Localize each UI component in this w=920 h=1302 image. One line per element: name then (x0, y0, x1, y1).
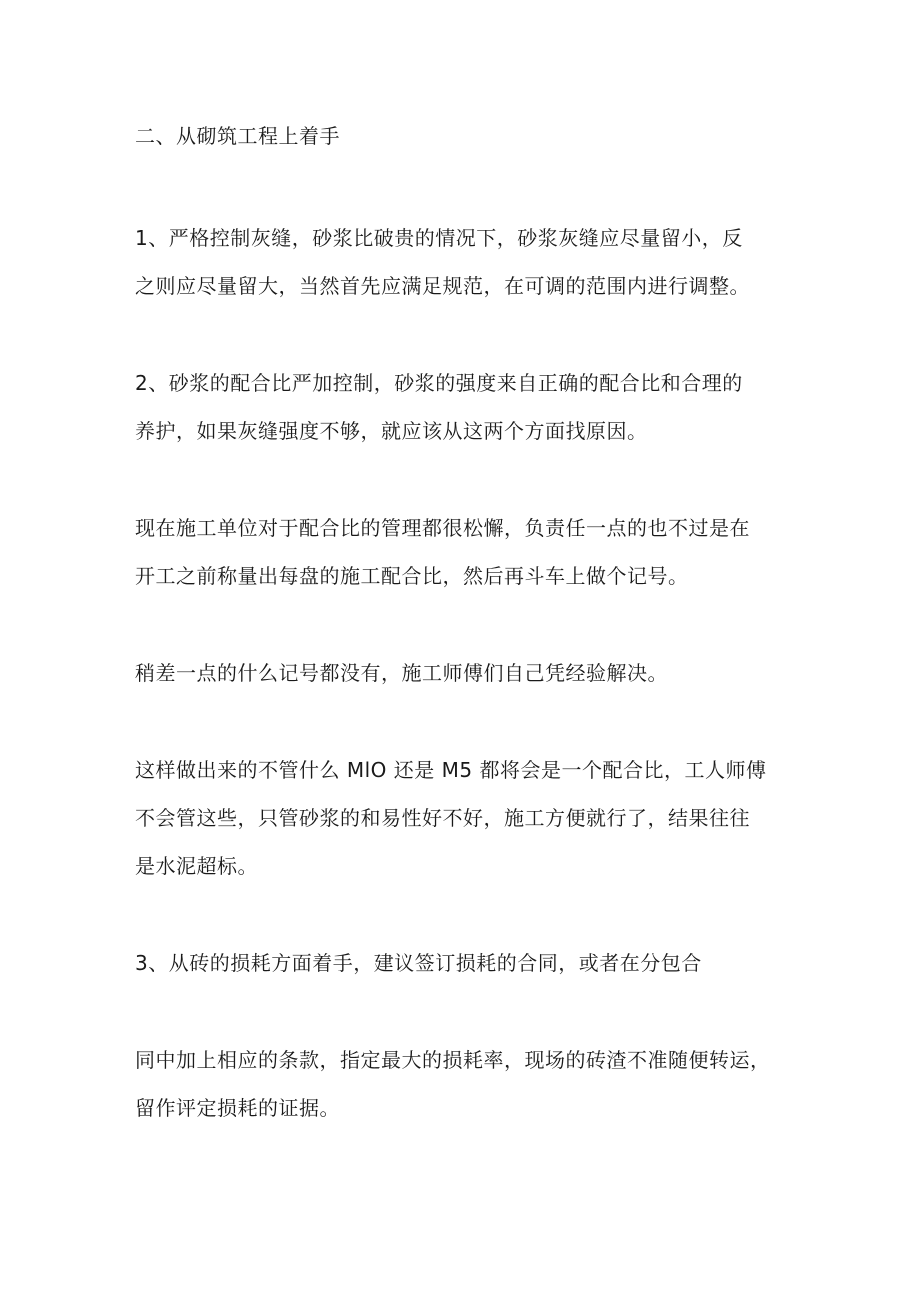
paragraph-7-line-1: 同中加上相应的条款，指定最大的损耗率，现场的砖渣不准随便转运， (135, 1048, 771, 1072)
paragraph-4-line-1: 稍差一点的什么记号都没有，施工师傅们自己凭经验解决。 (135, 661, 668, 685)
paragraph-7-line-2: 留作评定损耗的证据。 (135, 1096, 340, 1120)
paragraph-1-line-1: 1、严格控制灰缝，砂浆比破贵的情况下，砂浆灰缝应尽量留小，反 (135, 226, 743, 250)
paragraph-6-line-1: 3、从砖的损耗方面着手，建议签订损耗的合同，或者在分包合 (135, 951, 702, 975)
paragraph-5-line-2: 不会管这些，只管砂浆的和易性好不好，施工方便就行了，结果往往 (135, 806, 750, 830)
paragraph-2-line-2: 养护，如果灰缝强度不够，就应该从这两个方面找原因。 (135, 419, 648, 443)
paragraph-1-line-2: 之则应尽量留大，当然首先应满足规范，在可调的范围内进行调整。 (135, 274, 750, 298)
paragraph-2-line-1: 2、砂浆的配合比严加控制，砂浆的强度来自正确的配合比和合理的 (135, 371, 743, 395)
paragraph-3-line-1: 现在施工单位对于配合比的管理都很松懈，负责任一点的也不过是在 (135, 516, 750, 540)
section-heading: 二、从砌筑工程上着手 (135, 124, 340, 148)
paragraph-5-line-3: 是水泥超标。 (135, 854, 258, 878)
paragraph-5-line-1: 这样做出来的不管什么 MlO 还是 M5 都将会是一个配合比，工人师傅 (135, 758, 767, 782)
paragraph-3-line-2: 开工之前称量出每盘的施工配合比，然后再斗车上做个记号。 (135, 564, 689, 588)
